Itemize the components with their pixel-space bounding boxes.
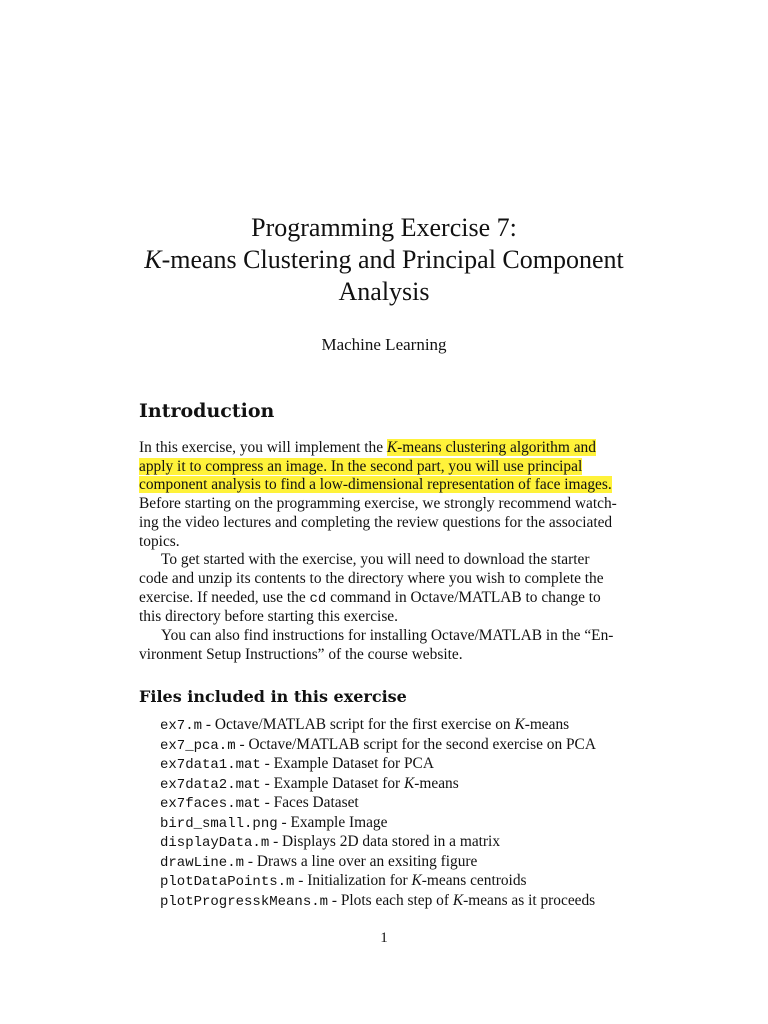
highlight-span-3: component analysis to find a low-dimensional representation of face images. [139, 476, 612, 494]
file-name: ex7.m [160, 718, 203, 734]
list-item [160, 833, 596, 853]
highlight-span-1 [387, 439, 596, 456]
file-description-suffix: -means centroids [421, 872, 527, 889]
file-name: ex7faces.mat [160, 796, 261, 812]
file-description: - Example Dataset for [260, 774, 404, 792]
list-item [160, 814, 596, 834]
file-list [160, 716, 596, 911]
paragraph-2-line-3 [139, 589, 629, 609]
file-description: - Example Dataset for PCA [260, 755, 434, 772]
file-description: - Displays 2D data stored in a matrix [269, 833, 501, 850]
files-heading: Files included in this exercise [139, 687, 407, 706]
introduction-heading: Introduction [139, 400, 275, 422]
paragraph-1-line-6: topics. [139, 532, 180, 550]
p2-l3-text: exercise. If needed, use the [139, 588, 310, 606]
page-number: 1 [380, 930, 388, 946]
p1-k-variable: K [386, 439, 398, 456]
paragraph-1-line-3 [139, 476, 629, 495]
file-description-suffix: -means [414, 774, 459, 792]
k-variable: K [411, 872, 422, 889]
title-line-3: Analysis [338, 277, 430, 306]
paragraph-1-line-5: ing the video lectures and completing the review questions for the associated [139, 513, 613, 531]
file-name: plotDataPoints.m [160, 874, 295, 890]
cd-command-code: cd [309, 590, 327, 607]
file-name: displayData.m [160, 835, 270, 851]
k-variable: K [452, 891, 464, 909]
list-item [160, 892, 596, 912]
file-name: drawLine.m [160, 854, 245, 871]
k-variable: K [514, 716, 525, 733]
p1-l1-text: In this exercise, you will implement the [139, 439, 387, 456]
title-line-1: Programming Exercise 7: [251, 213, 517, 242]
title-line-2-text: -means Clustering and Principal Component [161, 245, 624, 274]
list-item [160, 755, 596, 775]
list-item [160, 794, 596, 814]
paragraph-2-line-2: code and unzip its contents to the directory where you wish to complete the [139, 569, 604, 587]
p2-l3-text-post: command in Octave/MATLAB to change to [326, 588, 601, 606]
title-k-variable: K [144, 245, 162, 274]
highlight-span-2: apply it to compress an image. In the second part, you will use principal [139, 457, 583, 475]
file-description-suffix: -means as it proceeds [463, 891, 596, 909]
file-description: - Plots each step of [328, 891, 453, 909]
document-subtitle: Machine Learning [321, 335, 447, 354]
paragraph-1-line-2 [139, 458, 629, 477]
paragraph-2-line-4: this directory before starting this exercise. [139, 608, 398, 626]
introduction-body [139, 439, 629, 664]
file-name: ex7data2.mat [160, 776, 261, 793]
document-title [0, 212, 768, 308]
paragraph-2-line-1: To get started with the exercise, you will need to download the starter [161, 551, 590, 569]
list-item [160, 775, 596, 795]
paragraph-3-line-1: You can also find instructions for installing Octave/MATLAB in the “En- [161, 627, 614, 645]
file-name: bird_small.png [160, 815, 278, 832]
list-item [160, 853, 596, 873]
file-name: ex7_pca.m [160, 737, 236, 754]
file-name: ex7data1.mat [160, 757, 261, 773]
file-description: - Octave/MATLAB script for the first exercise on [202, 716, 515, 733]
list-item [160, 872, 596, 892]
file-description: - Faces Dataset [260, 794, 359, 811]
paragraph-3-line-2: vironment Setup Instructions” of the course website. [139, 645, 463, 663]
k-variable: K [404, 774, 415, 792]
file-description: - Initialization for [294, 872, 412, 889]
file-name: plotProgresskMeans.m [160, 893, 329, 910]
file-description-suffix: -means [524, 716, 570, 733]
p1-l1-highlight-text: -means clustering algorithm and [397, 439, 596, 456]
file-description: - Octave/MATLAB script for the second exercise on PCA [235, 735, 596, 753]
title-line-2 [0, 244, 768, 276]
list-item [160, 716, 596, 736]
list-item [160, 736, 596, 756]
file-description: - Example Image [277, 813, 388, 831]
paragraph-1-line-1 [139, 439, 629, 458]
paragraph-1-line-4: Before starting on the programming exercise, we strongly recommend watch- [139, 495, 617, 513]
file-description: - Draws a line over an exsiting figure [244, 852, 478, 870]
